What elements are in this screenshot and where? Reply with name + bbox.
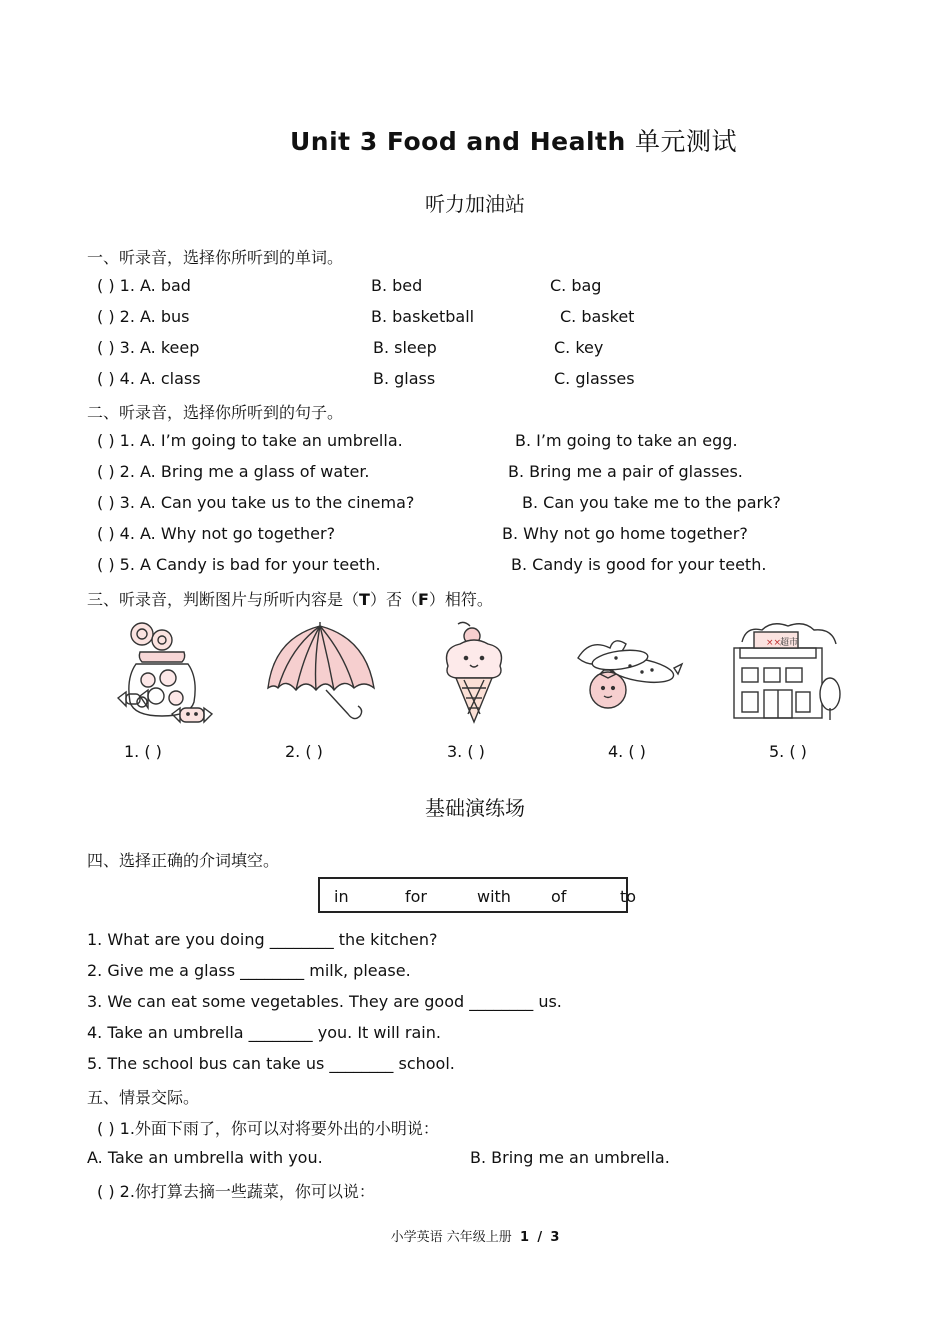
part1-heading: 一、听录音，选择你所听到的单词。 xyxy=(87,248,344,267)
word-bank-word: to xyxy=(620,887,637,906)
part1-item-2-a: ( ) 2. A. bus xyxy=(97,307,190,326)
part1-item-1-a: ( ) 1. A. bad xyxy=(97,276,191,295)
supermarket-icon xyxy=(732,618,842,726)
picture-1-answer: 1. ( ) xyxy=(124,742,162,761)
candy-jar-icon xyxy=(112,618,222,726)
part3-heading-mid: ）否（ xyxy=(369,590,418,609)
part2-item-5-b: B. Candy is good for your teeth. xyxy=(511,555,767,574)
vegetables-icon xyxy=(570,618,680,726)
part1-item-3-a: ( ) 3. A. keep xyxy=(97,338,200,357)
word-bank-word: for xyxy=(405,887,427,906)
word-bank-word: with xyxy=(477,887,511,906)
part4-item-5: 5. The school bus can take us ________ school. xyxy=(87,1054,455,1073)
title-english: Unit 3 Food and Health xyxy=(290,127,626,156)
part1-item-1-c: C. bag xyxy=(550,276,602,295)
picture-3-answer: 3. ( ) xyxy=(447,742,485,761)
part4-item-2: 2. Give me a glass ________ milk, please. xyxy=(87,961,411,980)
part2-item-4-b: B. Why not go home together? xyxy=(502,524,748,543)
part3-heading xyxy=(87,587,493,610)
part5-heading: 五、情景交际。 xyxy=(87,1088,200,1107)
part2-item-5-a: ( ) 5. A Candy is bad for your teeth. xyxy=(97,555,381,574)
picture-5-answer: 5. ( ) xyxy=(769,742,807,761)
footer-text: 小学英语 六年级上册 xyxy=(390,1230,512,1245)
part4-heading: 四、选择正确的介词填空。 xyxy=(87,851,280,870)
part1-item-4-b: B. glass xyxy=(373,369,436,388)
supermarket-sign: 超市 xyxy=(780,638,799,648)
part5-question-1-option-a: A. Take an umbrella with you. xyxy=(87,1148,323,1167)
part3-heading-true: T xyxy=(359,590,370,609)
part1-item-4-a: ( ) 4. A. class xyxy=(97,369,201,388)
part3-heading-false: F xyxy=(417,590,429,609)
picture-2-answer: 2. ( ) xyxy=(285,742,323,761)
umbrella-icon xyxy=(264,618,374,726)
footer-page-number: 1 xyxy=(520,1230,530,1245)
word-bank-box xyxy=(318,877,637,913)
part2-item-1-a: ( ) 1. A. I’m going to take an umbrella. xyxy=(97,431,403,450)
part4-item-3: 3. We can eat some vegetables. They are good ________ us. xyxy=(87,992,562,1011)
part2-item-2-b: B. Bring me a pair of glasses. xyxy=(508,462,743,481)
title-chinese: 单元测试 xyxy=(635,127,738,156)
word-bank-word: of xyxy=(551,887,567,906)
page-title xyxy=(290,122,737,158)
page-footer xyxy=(0,1226,950,1245)
part2-item-4-a: ( ) 4. A. Why not go together? xyxy=(97,524,336,543)
part2-item-1-b: B. I’m going to take an egg. xyxy=(515,431,738,450)
part2-item-3-a: ( ) 3. A. Can you take us to the cinema? xyxy=(97,493,415,512)
part1-item-4-c: C. glasses xyxy=(554,369,635,388)
part1-item-1-b: B. bed xyxy=(371,276,423,295)
part2-item-2-a: ( ) 2. A. Bring me a glass of water. xyxy=(97,462,370,481)
part5-question-1: ( ) 1.外面下雨了，你可以对将要外出的小明说： xyxy=(97,1119,439,1138)
footer-total-pages: 3 xyxy=(550,1230,560,1245)
section-heading-listening: 听力加油站 xyxy=(425,192,525,216)
part3-heading-post: ）相符。 xyxy=(428,590,493,609)
part4-item-4: 4. Take an umbrella ________ you. It will rain. xyxy=(87,1023,441,1042)
part4-item-1: 1. What are you doing ________ the kitchen? xyxy=(87,930,438,949)
part2-item-3-b: B. Can you take me to the park? xyxy=(522,493,781,512)
picture-4-answer: 4. ( ) xyxy=(608,742,646,761)
part5-question-1-option-b: B. Bring me an umbrella. xyxy=(470,1148,670,1167)
part1-item-2-c: C. basket xyxy=(560,307,635,326)
part1-item-3-c: C. key xyxy=(554,338,604,357)
part1-item-2-b: B. basketball xyxy=(371,307,475,326)
part3-heading-pre: 三、听录音，判断图片与所听内容是（ xyxy=(87,590,360,609)
footer-separator: / xyxy=(537,1230,543,1245)
part5-question-2: ( ) 2.你打算去摘一些蔬菜，你可以说： xyxy=(97,1182,375,1201)
ice-cream-icon xyxy=(424,618,534,726)
part2-heading: 二、听录音，选择你所听到的句子。 xyxy=(87,403,344,422)
word-bank-word: in xyxy=(334,887,349,906)
svg-text:××: ×× xyxy=(766,638,782,648)
part1-item-3-b: B. sleep xyxy=(373,338,437,357)
section-heading-basics: 基础演练场 xyxy=(425,796,525,820)
